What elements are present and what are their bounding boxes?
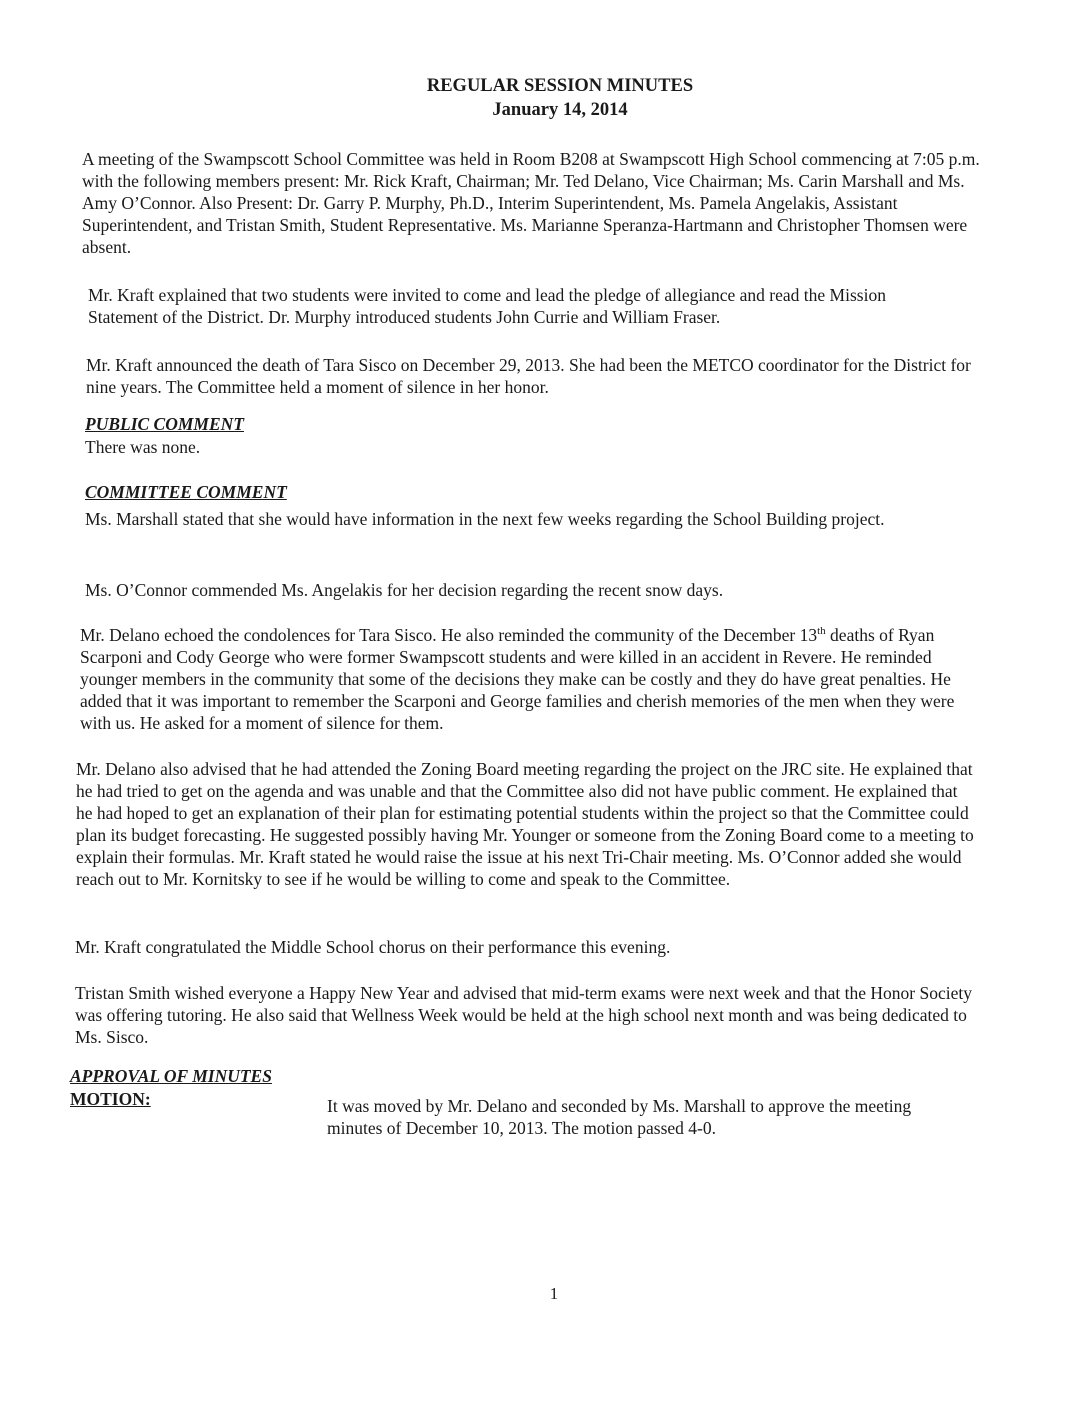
marshall-comment: Ms. Marshall stated that she would have information in the next few weeks regarding the School Building project. [85,509,885,529]
document-title: REGULAR SESSION MINUTES [426,76,694,96]
page-number-container [0,1283,1088,1305]
kraft-comment: Mr. Kraft congratulated the Middle School chorus on their performance this evening. [75,937,671,957]
public-comment-text: There was none. [85,437,201,457]
public-comment-heading: PUBLIC COMMENT [85,414,244,434]
approval-heading: APPROVAL OF MINUTES [70,1066,272,1086]
motion-text: It was moved by Mr. Delano and seconded by Ms. Marshall to approve the meeting minutes of December 10, 2013. The motion passed 4-0. [327,1096,912,1138]
ordinal-suffix: th [817,625,826,638]
intro-paragraph: A meeting of the Swampscott School Committee was held in Room B208 at Swampscott High School commencing at 7:05 p.m. with the following members present: Mr. Rick Kraft, Chairman; Mr. Ted Delano, Vice Chairman; Ms. Carin Marshall and Ms. Amy O’Connor. Also Present: Dr. Garry P. Murphy, Ph.D., Interim Superintendent, Ms. Pamela Angelakis, Assistant Superintendent, and Tristan Smith, Student Representative. Ms. Marianne Speranza-Hartmann and Christopher Thomsen were absent. [82,149,980,257]
committee-comment-heading: COMMITTEE COMMENT [85,482,287,502]
document-date: January 14, 2014 [492,100,628,120]
pledge-paragraph: Mr. Kraft explained that two students were invited to come and lead the pledge of allegiance and read the Mission Statement of the District. Dr. Murphy introduced students John Currie and William Fraser. [88,285,886,327]
delano-condolences-part2: deaths of Ryan Scarponi and Cody George who were former Swampscott students and were killed in an accident in Revere. He reminded younger members in the community that some of the decisions they make can be costly and they do have great penalties. He added that it was important to remember the Scarponi and George families and cherish memories of the men when they were with us. He asked for a moment of silence for them. [80,625,955,733]
delano-zoning-comment: Mr. Delano also advised that he had attended the Zoning Board meeting regarding the project on the JRC site. He explained that he had tried to get on the agenda and was unable and that the Committee also did not have public comment. He explained that he had hoped to get an explanation of their plan for estimating potential students within the project so that the Committee could plan its budget forecasting. He suggested possibly having Mr. Younger or someone from the Zoning Board come to a meeting to explain their formulas. Mr. Kraft stated he would raise the issue at his next Tri-Chair meeting. Ms. O’Connor added she would reach out to Mr. Kornitsky to see if he would be willing to come and speak to the Committee. [76,759,974,889]
smith-comment: Tristan Smith wished everyone a Happy New Year and advised that mid-term exams were next week and that the Honor Society was offering tutoring. He also said that Wellness Week would be held at the high school next month and was being dedicated to Ms. Sisco. [75,983,972,1047]
delano-condolences [80,624,980,734]
page-number: 1 [549,1284,559,1303]
document-header [0,74,1088,122]
death-notice-paragraph: Mr. Kraft announced the death of Tara Sisco on December 29, 2013. She had been the METCO coordinator for the District for nine years. The Committee held a moment of silence in her honor. [86,355,971,397]
motion-label: MOTION: [70,1089,151,1109]
delano-condolences-part1: Mr. Delano echoed the condolences for Tara Sisco. He also reminded the community of the December 13 [80,625,818,645]
oconnor-comment: Ms. O’Connor commended Ms. Angelakis for her decision regarding the recent snow days. [85,580,724,600]
